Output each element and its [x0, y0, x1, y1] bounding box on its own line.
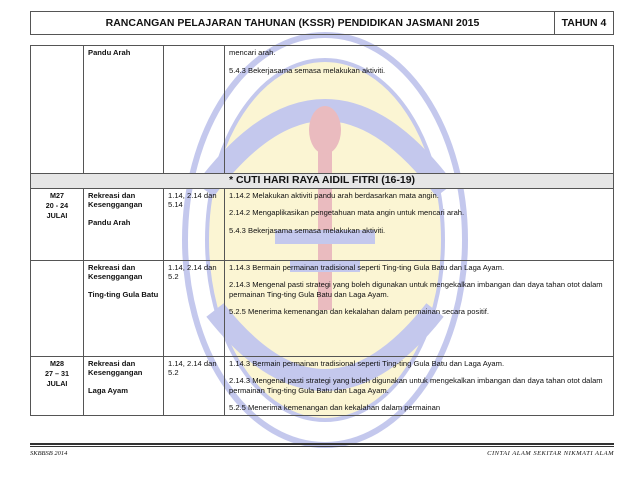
week-cell — [31, 46, 84, 174]
week-cell — [31, 188, 84, 260]
footer-school-code: SKBBSB 2014 — [30, 450, 68, 457]
topic-text: Rekreasi dan Kesenggangan — [88, 190, 143, 209]
subtopic-text: Ting-ting Gula Batu — [88, 289, 159, 299]
outcomes-cell — [225, 356, 614, 415]
document-title: RANCANGAN PELAJARAN TAHUNAN (KSSR) PENDIDIKAN JASMANI 2015 — [31, 12, 555, 34]
subtopic-text: Pandu Arah — [88, 217, 131, 227]
subtopic-text: Laga Ayam — [88, 385, 128, 395]
lesson-plan-table — [30, 45, 614, 416]
outcome-text: 5.2.5 Menerima kemenangan dan kekalahan dalam permainan — [229, 403, 441, 412]
week-cell — [31, 356, 84, 415]
outcome-text: 1.14.3 Bermain permainan tradisional seperti Ting-ting Gula Batu dan Laga Ayam. — [229, 262, 505, 272]
table-row — [31, 46, 614, 174]
topic-text: Pandu Arah — [88, 48, 131, 57]
document-header — [30, 11, 614, 35]
outcome-text: 2.14.2 Mengaplikasikan pengetahuan mata angin untuk mencari arah. — [229, 208, 465, 217]
footer-divider-thin — [30, 446, 614, 447]
topic-cell — [84, 356, 164, 415]
standard-cell: 1.14, 2.14 dan 5.2 — [164, 356, 225, 415]
outcomes-cell — [225, 260, 614, 356]
week-dates: 20 - 24 — [45, 200, 69, 210]
topic-text: Rekreasi dan Kesenggangan — [88, 262, 143, 281]
standard-cell: 1.14, 2.14 dan 5.2 — [164, 260, 225, 356]
year-label: TAHUN 4 — [561, 17, 607, 29]
table-row — [31, 356, 614, 415]
outcomes-cell — [225, 188, 614, 260]
outcome-text: 5.2.5 Menerima kemenangan dan kekalahan dalam permainan secara positif. — [229, 307, 490, 316]
outcomes-cell — [225, 46, 614, 174]
topic-cell — [84, 188, 164, 260]
outcome-text: mencari arah. — [229, 48, 276, 57]
outcome-text: 1.14.3 Bermain permainan tradisional seperti Ting-ting Gula Batu dan Laga Ayam. — [229, 358, 505, 368]
footer-slogan: CINTAI ALAM SEKITAR NIKMATI ALAM — [487, 450, 614, 457]
holiday-banner: * CUTI HARI RAYA AIDIL FITRI (16-19) — [31, 174, 614, 189]
table-row — [31, 260, 614, 356]
week-cell — [31, 260, 84, 356]
table-row — [31, 188, 614, 260]
week-month: JULAI — [46, 378, 68, 388]
topic-text: Rekreasi dan Kesenggangan — [88, 358, 143, 377]
outcome-text: 1.14.2 Melakukan aktiviti pandu arah berdasarkan mata angin. — [229, 190, 439, 200]
outcome-text: 5.4.3 Bekerjasama semasa melakukan aktiviti. — [229, 225, 386, 235]
week-number: M27 — [50, 190, 64, 200]
footer-divider — [30, 443, 614, 445]
holiday-row — [31, 174, 614, 189]
outcome-text: 2.14.3 Mengenal pasti strategi yang boleh digunakan untuk mengekalkan imbangan dan daya tahan otot dalam permainan Ting-ting Gula Batu dan Laga Ayam. — [229, 376, 603, 395]
topic-cell — [84, 260, 164, 356]
standard-cell — [164, 46, 225, 174]
outcome-text: 2.14.3 Mengenal pasti strategi yang boleh digunakan untuk mengekalkan imbangan dan daya tahan otot dalam permainan Ting-ting Gula Batu dan Laga Ayam. — [229, 280, 603, 299]
outcome-text: 5.4.3 Bekerjasama semasa melakukan aktiviti. — [229, 65, 386, 75]
week-number: M28 — [50, 358, 64, 368]
topic-cell — [84, 46, 164, 174]
standard-cell: 1.14, 2.14 dan 5.14 — [164, 188, 225, 260]
week-dates: 27 – 31 — [45, 368, 69, 378]
week-month: JULAI — [46, 210, 68, 220]
